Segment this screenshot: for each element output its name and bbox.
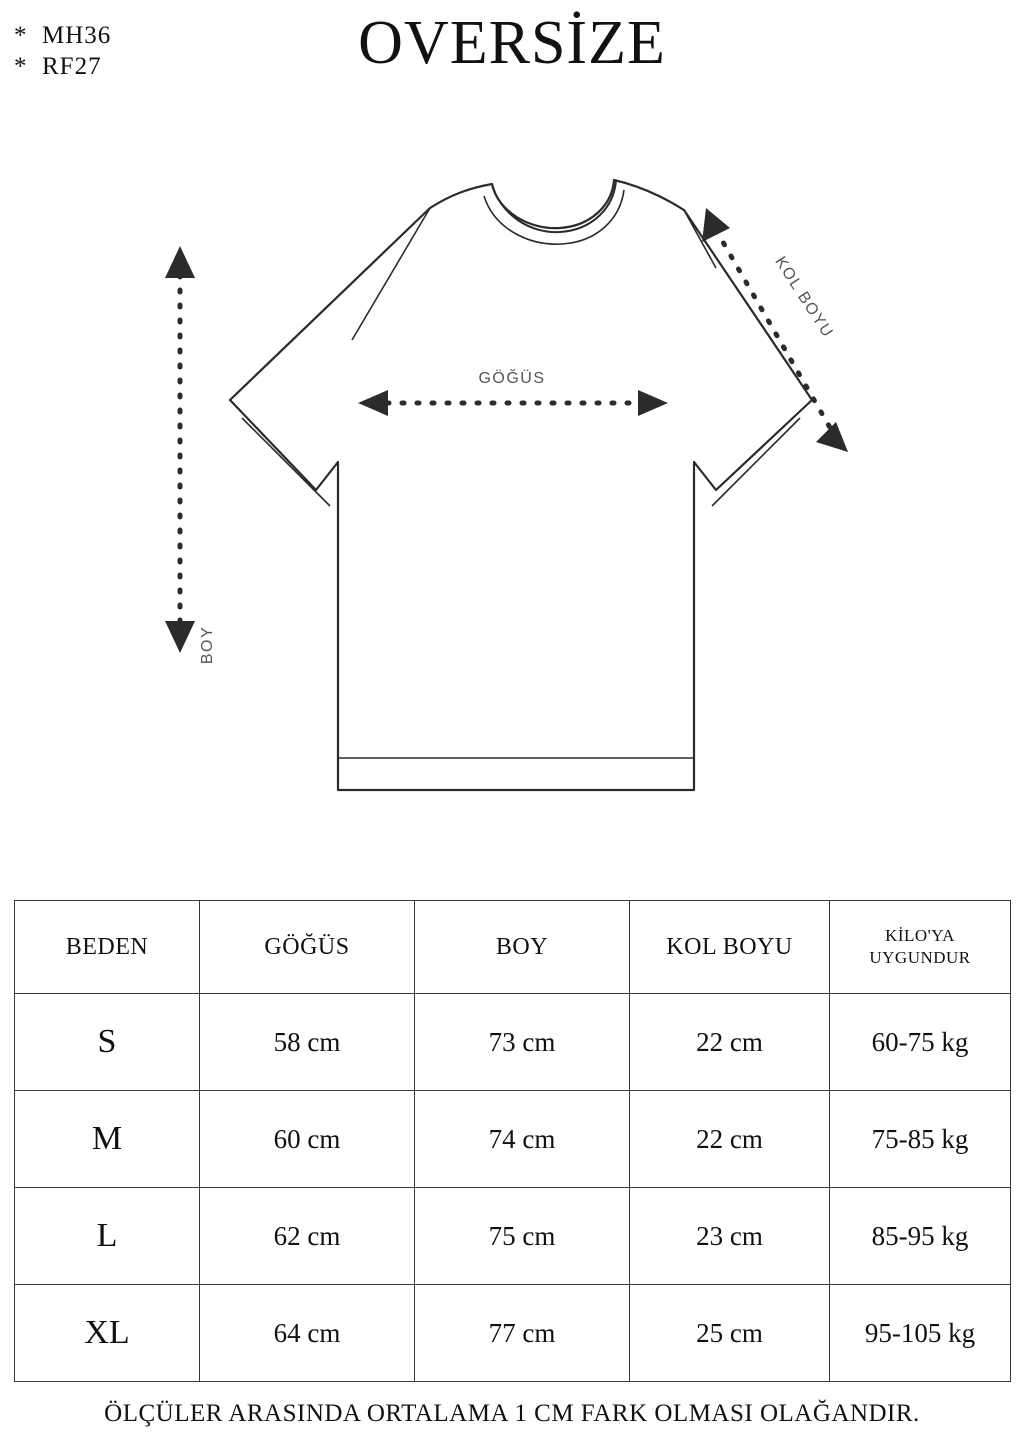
product-code-1: * MH36	[14, 22, 112, 49]
cell-beden: XL	[15, 1285, 200, 1382]
table-row	[15, 1188, 1011, 1285]
cell-beden: L	[15, 1188, 200, 1285]
cell-beden: M	[15, 1091, 200, 1188]
cell-gogus: 64 cm	[200, 1285, 415, 1382]
cell-kilo: 75-85 kg	[830, 1091, 1011, 1188]
header-beden: BEDEN	[15, 901, 200, 994]
table-header-row	[15, 901, 1011, 994]
size-table	[14, 900, 1011, 1382]
table-row	[15, 1091, 1011, 1188]
header-kilo-line1: KİLO'YA	[885, 926, 955, 945]
cell-kol-boyu: 23 cm	[630, 1188, 830, 1285]
cell-kol-boyu: 22 cm	[630, 1091, 830, 1188]
chest-label: GÖĞÜS	[478, 370, 546, 387]
cell-boy: 73 cm	[415, 994, 630, 1091]
cell-kilo: 85-95 kg	[830, 1188, 1011, 1285]
header-gogus: GÖĞÜS	[200, 901, 415, 994]
cell-boy: 77 cm	[415, 1285, 630, 1382]
cell-kol-boyu: 25 cm	[630, 1285, 830, 1382]
cell-kilo: 60-75 kg	[830, 994, 1011, 1091]
header-boy: BOY	[415, 901, 630, 994]
cell-gogus: 60 cm	[200, 1091, 415, 1188]
cell-kilo: 95-105 kg	[830, 1285, 1011, 1382]
cell-boy: 74 cm	[415, 1091, 630, 1188]
page-title: OVERSİZE	[358, 9, 666, 77]
table-row	[15, 994, 1011, 1091]
cell-kol-boyu: 22 cm	[630, 994, 830, 1091]
length-measure-arrow	[165, 246, 195, 653]
cell-gogus: 58 cm	[200, 994, 415, 1091]
cell-beden: S	[15, 994, 200, 1091]
chest-measure-arrow	[358, 390, 668, 416]
table-row	[15, 1285, 1011, 1382]
tshirt-outline	[230, 180, 812, 790]
tshirt-illustration	[0, 150, 1024, 880]
cell-gogus: 62 cm	[200, 1188, 415, 1285]
footnote: ÖLÇÜLER ARASINDA ORTALAMA 1 CM FARK OLMASI OLAĞANDIR.	[104, 1400, 920, 1427]
cell-boy: 75 cm	[415, 1188, 630, 1285]
header-kilo	[830, 901, 1011, 994]
product-code-2: * RF27	[14, 53, 102, 80]
size-table-wrapper	[14, 900, 1010, 1382]
header-kilo-line2: UYGUNDUR	[869, 948, 971, 967]
sleeve-label: KOL BOYU	[771, 253, 837, 342]
length-label: BOY	[199, 625, 216, 665]
header-kol-boyu: KOL BOYU	[630, 901, 830, 994]
